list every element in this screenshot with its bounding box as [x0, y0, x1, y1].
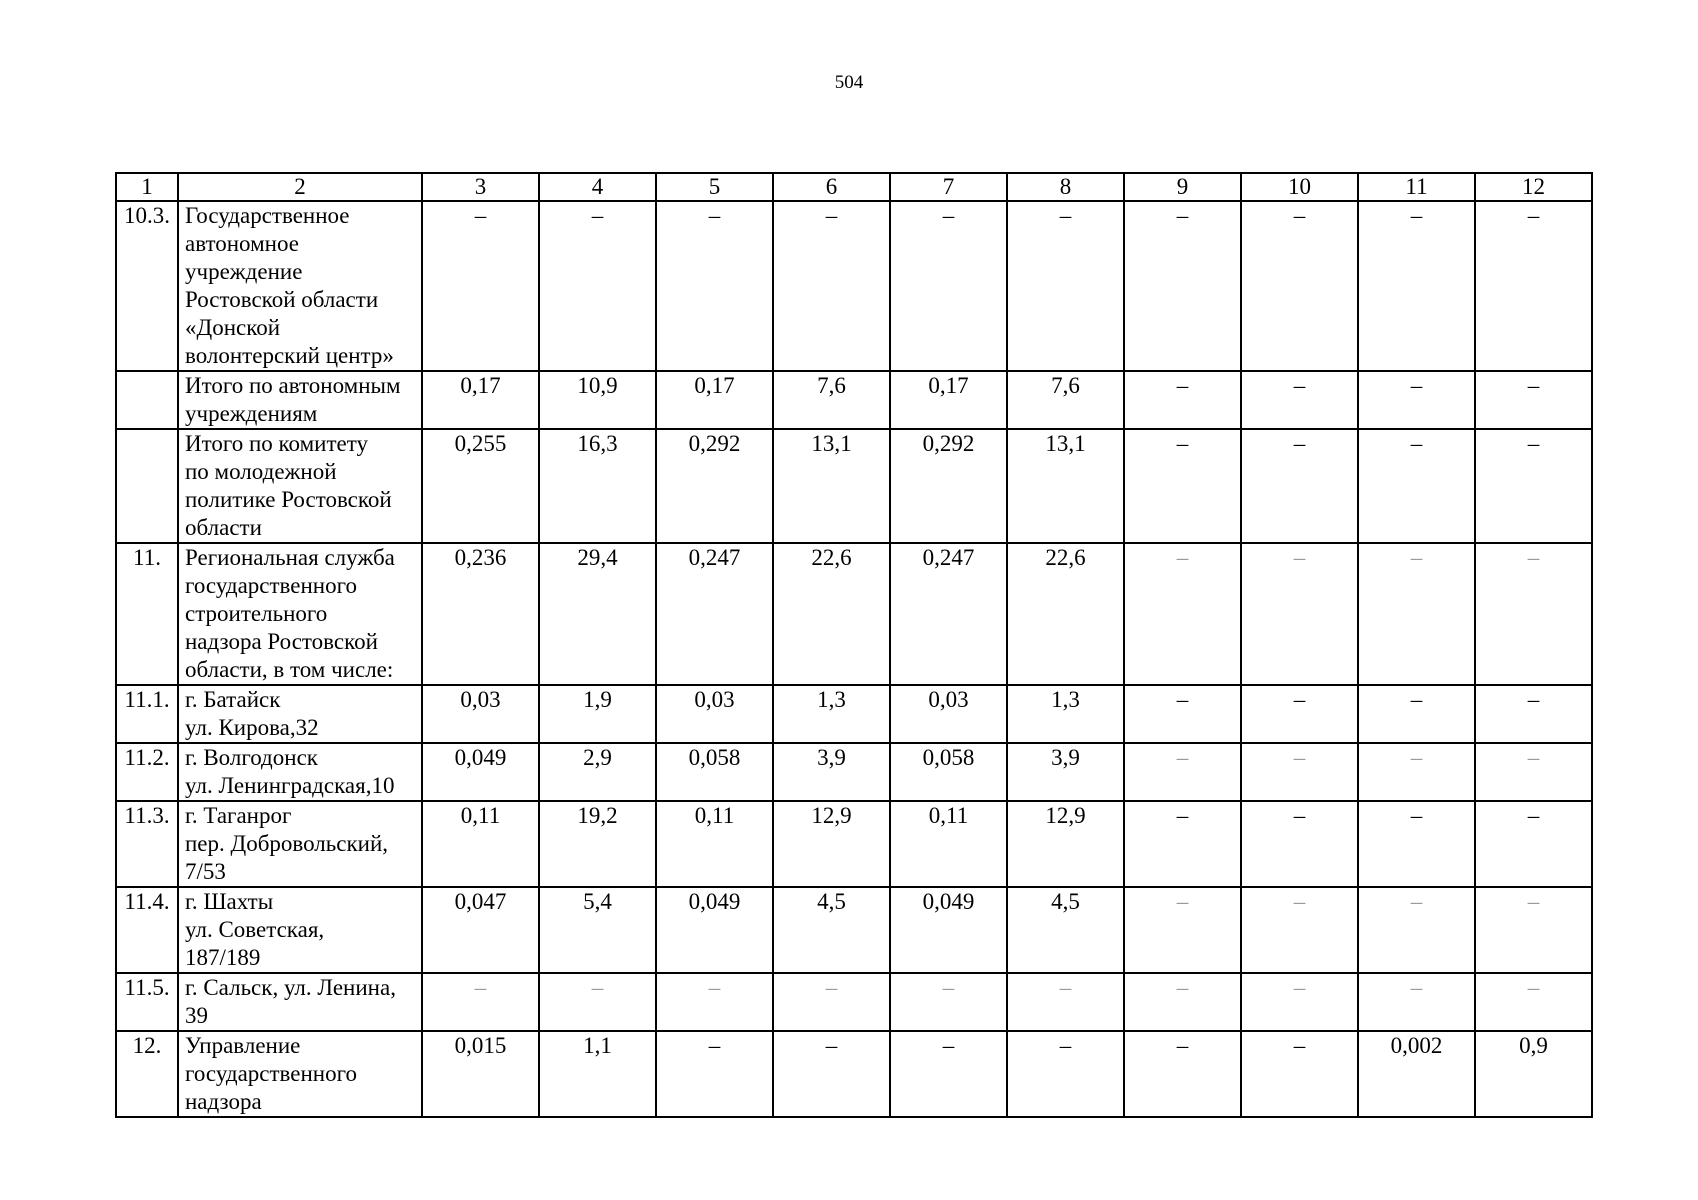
value-cell: 7,6: [773, 371, 890, 429]
value-cell: –: [422, 973, 539, 1031]
value-cell: 0,11: [422, 801, 539, 887]
row-name-line: надзора Ростовской: [185, 629, 378, 654]
header-cell: 7: [890, 173, 1007, 201]
row-name-line: учреждениям: [185, 401, 318, 426]
row-number-cell: [116, 429, 178, 543]
value-cell: 0,9: [1475, 1031, 1592, 1117]
row-name-cell: [178, 743, 422, 801]
value-cell: –: [890, 1031, 1007, 1117]
value-cell: –: [1241, 743, 1358, 801]
row-name-cell: [178, 429, 422, 543]
row-name-line: г. Сальск, ул. Ленина,: [185, 975, 396, 1000]
header-cell: 10: [1241, 173, 1358, 201]
table-row: [116, 685, 1592, 743]
header-cell: 1: [116, 173, 178, 201]
header-cell: 4: [539, 173, 656, 201]
value-cell: –: [1124, 201, 1241, 371]
value-cell: –: [1358, 973, 1475, 1031]
table-row: [116, 1031, 1592, 1117]
row-name-line: строительного: [185, 601, 328, 626]
value-cell: –: [1475, 973, 1592, 1031]
value-cell: –: [1241, 1031, 1358, 1117]
value-cell: 0,03: [422, 685, 539, 743]
row-name-line: учреждение: [185, 259, 303, 284]
value-cell: –: [656, 1031, 773, 1117]
table-row: [116, 429, 1592, 543]
value-cell: –: [1241, 429, 1358, 543]
value-cell: –: [539, 973, 656, 1031]
row-name-line: г. Шахты: [185, 889, 274, 914]
data-table: [115, 172, 1593, 1118]
value-cell: –: [1358, 887, 1475, 973]
value-cell: –: [1241, 887, 1358, 973]
value-cell: –: [1007, 201, 1124, 371]
value-cell: –: [890, 201, 1007, 371]
row-name-line: государственного: [185, 573, 357, 598]
row-name-line: «Донской: [185, 315, 281, 340]
header-row: [116, 173, 1592, 201]
value-cell: 0,255: [422, 429, 539, 543]
row-name-line: Итого по комитету: [185, 431, 368, 456]
value-cell: 22,6: [773, 543, 890, 685]
row-name-line: г. Батайск: [185, 687, 281, 712]
value-cell: 5,4: [539, 887, 656, 973]
value-cell: 1,9: [539, 685, 656, 743]
value-cell: 0,058: [890, 743, 1007, 801]
row-number-cell: 11.1.: [116, 685, 178, 743]
row-name-line: Управление: [185, 1033, 301, 1058]
value-cell: 29,4: [539, 543, 656, 685]
value-cell: 13,1: [773, 429, 890, 543]
value-cell: –: [1124, 887, 1241, 973]
header-cell: 11: [1358, 173, 1475, 201]
value-cell: –: [1475, 371, 1592, 429]
row-name-line: 7/53: [185, 859, 226, 884]
value-cell: 1,3: [773, 685, 890, 743]
value-cell: 3,9: [773, 743, 890, 801]
value-cell: 0,03: [656, 685, 773, 743]
row-name-cell: [178, 1031, 422, 1117]
row-name-cell: [178, 887, 422, 973]
value-cell: –: [1124, 1031, 1241, 1117]
table-row: [116, 973, 1592, 1031]
row-name-line: автономное: [185, 231, 299, 256]
value-cell: 12,9: [773, 801, 890, 887]
value-cell: –: [1241, 685, 1358, 743]
row-number-cell: [116, 371, 178, 429]
header-cell: 9: [1124, 173, 1241, 201]
value-cell: –: [1475, 201, 1592, 371]
value-cell: 10,9: [539, 371, 656, 429]
row-number-cell: 11.4.: [116, 887, 178, 973]
value-cell: –: [1358, 685, 1475, 743]
table-row: [116, 371, 1592, 429]
value-cell: 1,3: [1007, 685, 1124, 743]
value-cell: –: [1358, 543, 1475, 685]
value-cell: –: [1475, 543, 1592, 685]
row-name-line: ул. Кирова,32: [185, 715, 319, 740]
value-cell: –: [1007, 1031, 1124, 1117]
value-cell: 3,9: [1007, 743, 1124, 801]
row-name-cell: [178, 801, 422, 887]
page-number: 504: [834, 72, 864, 93]
row-name-line: ул. Ленинградская,10: [185, 773, 395, 798]
value-cell: –: [656, 973, 773, 1031]
value-cell: –: [890, 973, 1007, 1031]
value-cell: 0,17: [890, 371, 1007, 429]
value-cell: 16,3: [539, 429, 656, 543]
row-name-line: 39: [185, 1003, 208, 1028]
value-cell: 0,292: [890, 429, 1007, 543]
row-number-cell: 11.: [116, 543, 178, 685]
value-cell: –: [1124, 801, 1241, 887]
value-cell: –: [1475, 685, 1592, 743]
row-name-cell: [178, 201, 422, 371]
header-cell: 12: [1475, 173, 1592, 201]
row-name-line: г. Волгодонск: [185, 745, 318, 770]
row-number-cell: 11.3.: [116, 801, 178, 887]
value-cell: –: [1475, 429, 1592, 543]
table-row: [116, 743, 1592, 801]
table-body: [116, 201, 1592, 1117]
table-row: [116, 887, 1592, 973]
value-cell: –: [1358, 743, 1475, 801]
row-name-line: пер. Добровольский,: [185, 831, 389, 856]
value-cell: –: [1241, 801, 1358, 887]
row-name-cell: [178, 543, 422, 685]
value-cell: 4,5: [773, 887, 890, 973]
value-cell: –: [422, 201, 539, 371]
row-name-cell: [178, 973, 422, 1031]
table-row: [116, 201, 1592, 371]
value-cell: –: [1475, 887, 1592, 973]
value-cell: 4,5: [1007, 887, 1124, 973]
value-cell: 0,11: [656, 801, 773, 887]
value-cell: –: [1241, 973, 1358, 1031]
value-cell: –: [1124, 743, 1241, 801]
value-cell: –: [1124, 685, 1241, 743]
value-cell: –: [1358, 371, 1475, 429]
value-cell: 0,292: [656, 429, 773, 543]
header-cell: 2: [178, 173, 422, 201]
value-cell: 0,03: [890, 685, 1007, 743]
value-cell: 2,9: [539, 743, 656, 801]
value-cell: 0,049: [656, 887, 773, 973]
value-cell: –: [1124, 371, 1241, 429]
row-name-line: Региональная служба: [185, 545, 395, 570]
row-name-line: ул. Советская,: [185, 917, 325, 942]
table-row: [116, 543, 1592, 685]
value-cell: 0,247: [890, 543, 1007, 685]
value-cell: –: [1358, 429, 1475, 543]
value-cell: –: [656, 201, 773, 371]
value-cell: 0,17: [422, 371, 539, 429]
header-cell: 3: [422, 173, 539, 201]
value-cell: –: [1007, 973, 1124, 1031]
value-cell: 22,6: [1007, 543, 1124, 685]
row-name-line: по молодежной: [185, 459, 337, 484]
value-cell: 0,015: [422, 1031, 539, 1117]
header-cell: 6: [773, 173, 890, 201]
row-number-cell: 10.3.: [116, 201, 178, 371]
value-cell: 0,247: [656, 543, 773, 685]
value-cell: –: [1124, 543, 1241, 685]
row-name-line: области, в том числе:: [185, 657, 394, 682]
value-cell: –: [1241, 201, 1358, 371]
row-number-cell: 11.5.: [116, 973, 178, 1031]
header-cell: 5: [656, 173, 773, 201]
table-row: [116, 801, 1592, 887]
row-name-line: Государственное: [185, 203, 350, 228]
row-name-line: политике Ростовской: [185, 487, 392, 512]
value-cell: 0,002: [1358, 1031, 1475, 1117]
row-name-line: Ростовской области: [185, 287, 379, 312]
row-name-cell: [178, 371, 422, 429]
row-name-line: г. Таганрог: [185, 803, 292, 828]
row-name-line: области: [185, 515, 262, 540]
row-name-line: 187/189: [185, 945, 261, 970]
row-number-cell: 12.: [116, 1031, 178, 1117]
row-name-cell: [178, 685, 422, 743]
value-cell: 0,17: [656, 371, 773, 429]
header-cell: 8: [1007, 173, 1124, 201]
value-cell: 0,11: [890, 801, 1007, 887]
value-cell: –: [1124, 973, 1241, 1031]
value-cell: –: [1358, 201, 1475, 371]
value-cell: –: [773, 1031, 890, 1117]
value-cell: –: [1241, 371, 1358, 429]
value-cell: –: [1475, 743, 1592, 801]
value-cell: –: [1124, 429, 1241, 543]
row-name-line: Итого по автономным: [185, 373, 401, 398]
value-cell: 1,1: [539, 1031, 656, 1117]
value-cell: 0,058: [656, 743, 773, 801]
value-cell: –: [539, 201, 656, 371]
value-cell: 0,236: [422, 543, 539, 685]
value-cell: 0,049: [422, 743, 539, 801]
value-cell: –: [773, 973, 890, 1031]
value-cell: –: [1241, 543, 1358, 685]
value-cell: –: [1358, 801, 1475, 887]
row-name-line: надзора: [185, 1089, 262, 1114]
value-cell: 12,9: [1007, 801, 1124, 887]
value-cell: 0,047: [422, 887, 539, 973]
value-cell: –: [1475, 801, 1592, 887]
value-cell: 19,2: [539, 801, 656, 887]
row-name-line: волонтерский центр»: [185, 343, 394, 368]
row-number-cell: 11.2.: [116, 743, 178, 801]
value-cell: –: [773, 201, 890, 371]
value-cell: 7,6: [1007, 371, 1124, 429]
row-name-line: государственного: [185, 1061, 357, 1086]
value-cell: 13,1: [1007, 429, 1124, 543]
value-cell: 0,049: [890, 887, 1007, 973]
